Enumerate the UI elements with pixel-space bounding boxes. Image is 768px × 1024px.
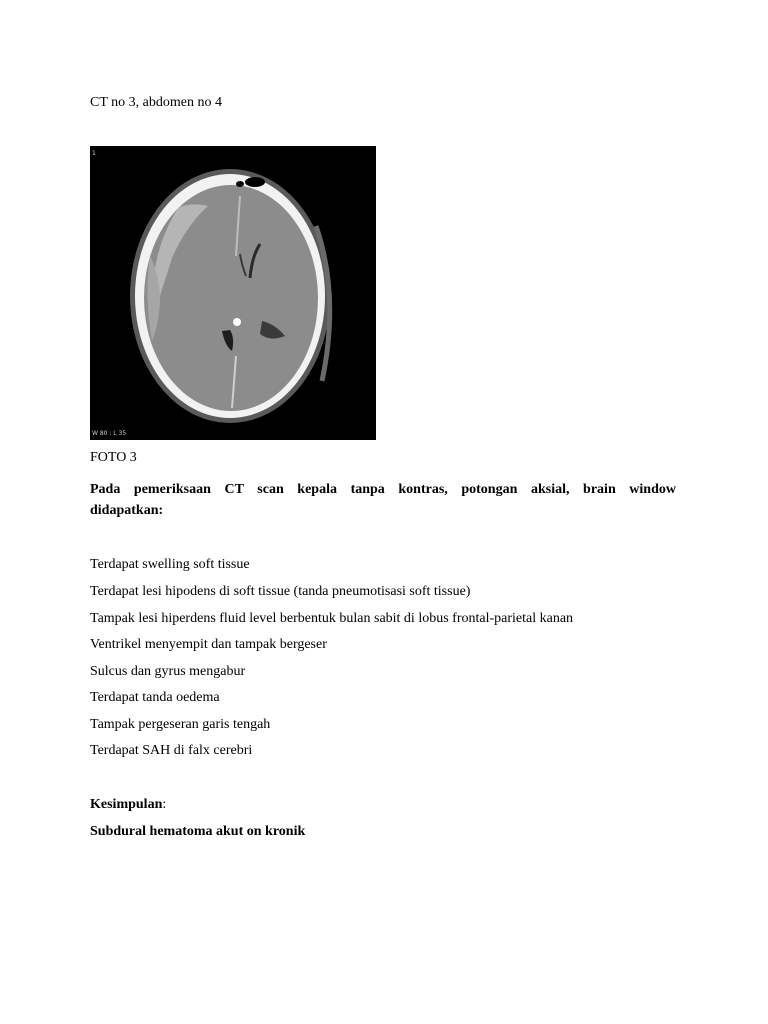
intro-paragraph-line1: Pada pemeriksaan CT scan kepala tanpa kontras, potongan aksial, brain window [90, 482, 676, 497]
finding-item: Tampak lesi hiperdens fluid level berbentuk bulan sabit di lobus frontal-parietal kanan [90, 611, 574, 626]
figure-caption: FOTO 3 [90, 450, 137, 465]
image-corner-label: 1 [92, 150, 96, 157]
finding-item: Terdapat SAH di falx cerebri [90, 743, 253, 758]
conclusion-text: Subdural hematoma akut on kronik [90, 824, 306, 839]
finding-item: Terdapat swelling soft tissue [90, 557, 250, 572]
conclusion-label: Kesimpulan [90, 797, 163, 812]
ct-scan-image [90, 146, 376, 440]
intro-paragraph-line2: didapatkan: [90, 503, 164, 518]
conclusion-heading [90, 797, 166, 813]
finding-item: Terdapat lesi hipodens di soft tissue (tanda pneumotisasi soft tissue) [90, 584, 471, 599]
ct-brain-axial-illustration [90, 146, 376, 440]
window-level-label: W 80 : L 35 [92, 430, 127, 437]
finding-item: Ventrikel menyempit dan tampak bergeser [90, 637, 327, 652]
finding-item: Tampak pergeseran garis tengah [90, 717, 271, 732]
document-heading: CT no 3, abdomen no 4 [90, 95, 222, 110]
finding-item: Sulcus dan gyrus mengabur [90, 664, 246, 679]
conclusion-colon: : [162, 797, 167, 812]
finding-item: Terdapat tanda oedema [90, 690, 220, 705]
